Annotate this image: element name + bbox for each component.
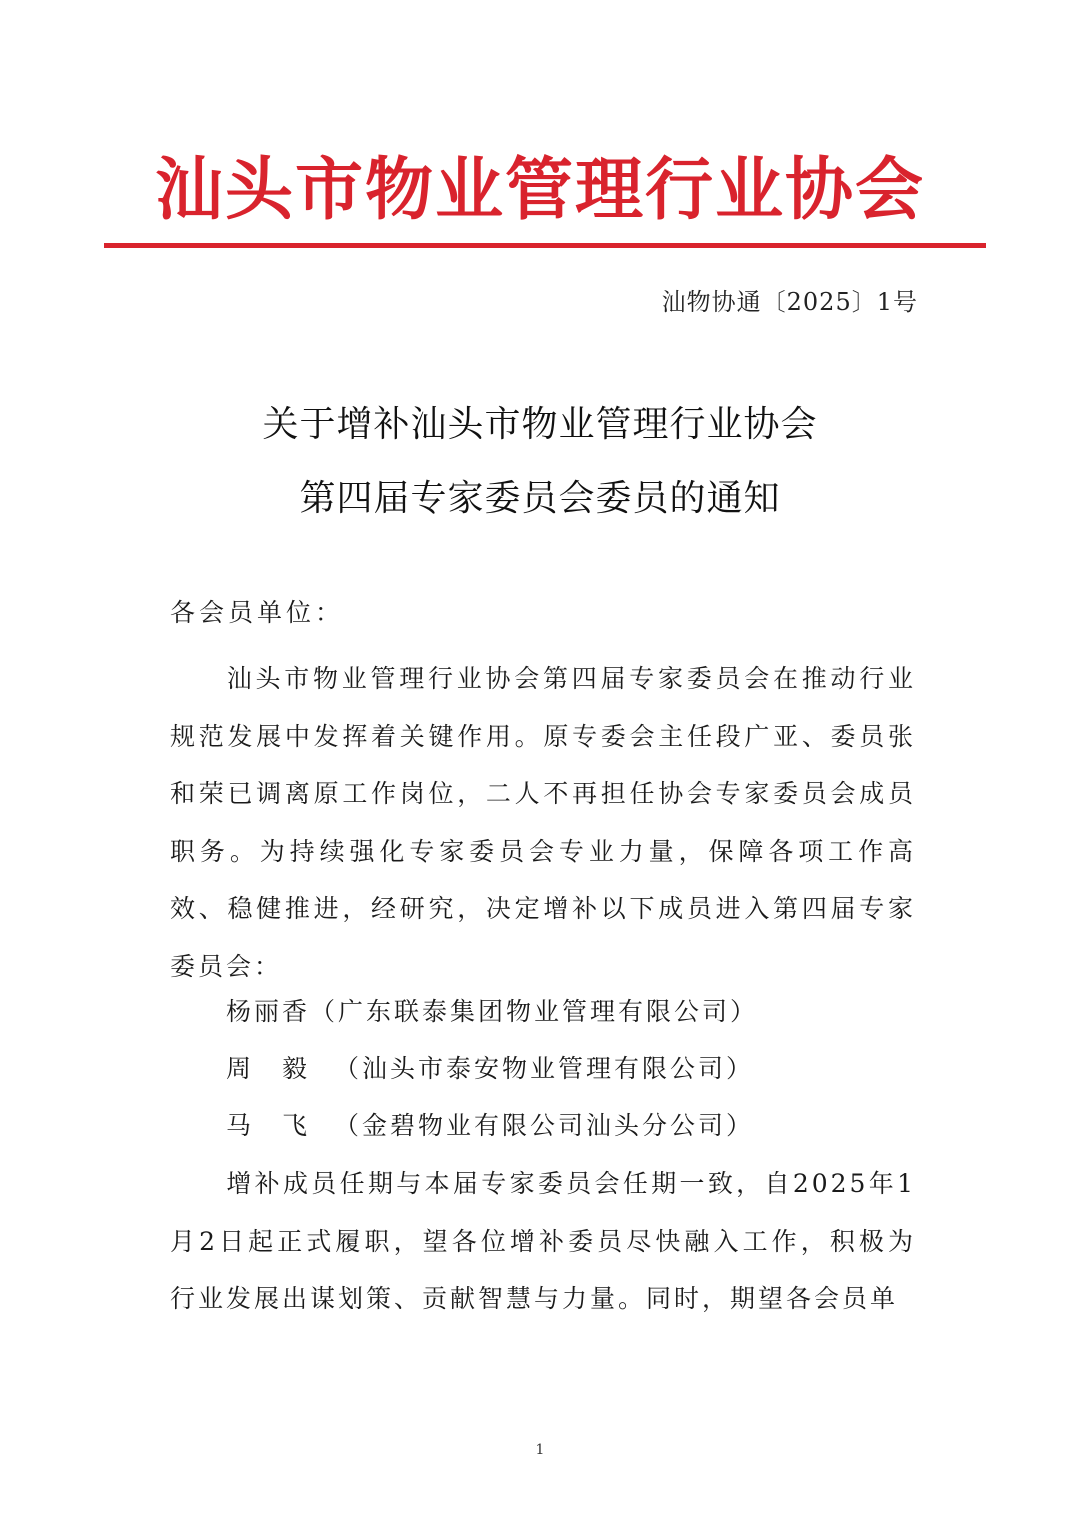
member-company: （金碧物业有限公司汕头分公司）	[334, 1111, 755, 1140]
paragraph-1	[170, 650, 916, 995]
member-name-last: 毅	[282, 1054, 311, 1083]
member-name-first: 周	[226, 1054, 255, 1083]
salutation: 各会员单位：	[170, 598, 345, 627]
member-name	[226, 1106, 334, 1146]
paragraph-2	[170, 1155, 916, 1328]
member-company: （汕头市泰安物业管理有限公司）	[334, 1054, 755, 1083]
page-number: 1	[535, 1442, 545, 1458]
member-name	[226, 1049, 334, 1089]
member-line	[226, 1106, 754, 1146]
title-line-2: 第四届专家委员会委员的通知	[299, 478, 781, 519]
member-line	[226, 1049, 754, 1089]
title-line-1: 关于增补汕头市物业管理行业协会	[262, 404, 818, 445]
member-line	[226, 992, 758, 1032]
masthead-org-name: 汕头市物业管理行业协会	[154, 150, 925, 230]
paragraph-1-text: 汕头市物业管理行业协会第四届专家委员会在推动行业规范发展中发挥着关键作用。原专委会主任段广亚、委员张和荣已调离原工作岗位，二人不再担任协会专家委员会成员职务。为持续强化专家委员会专业力量，保障各项工作高效、稳健推进，经研究，决定增补以下成员进入第四届专家委员会：	[170, 664, 916, 981]
masthead-red-rule	[104, 243, 986, 248]
member-company: （广东联泰集团物业管理有限公司）	[310, 997, 759, 1026]
member-name-last: 飞	[282, 1111, 311, 1140]
document-number: 汕物协通〔2025〕1号	[661, 288, 918, 316]
member-name: 杨丽香	[226, 997, 311, 1026]
paragraph-2-text: 增补成员任期与本届专家委员会任期一致，自2025年1月2日起正式履职，望各位增补委员尽快融入工作，积极为行业发展出谋划策、贡献智慧与力量。同时，期望各会员单	[170, 1169, 916, 1313]
member-name-first: 马	[226, 1111, 255, 1140]
